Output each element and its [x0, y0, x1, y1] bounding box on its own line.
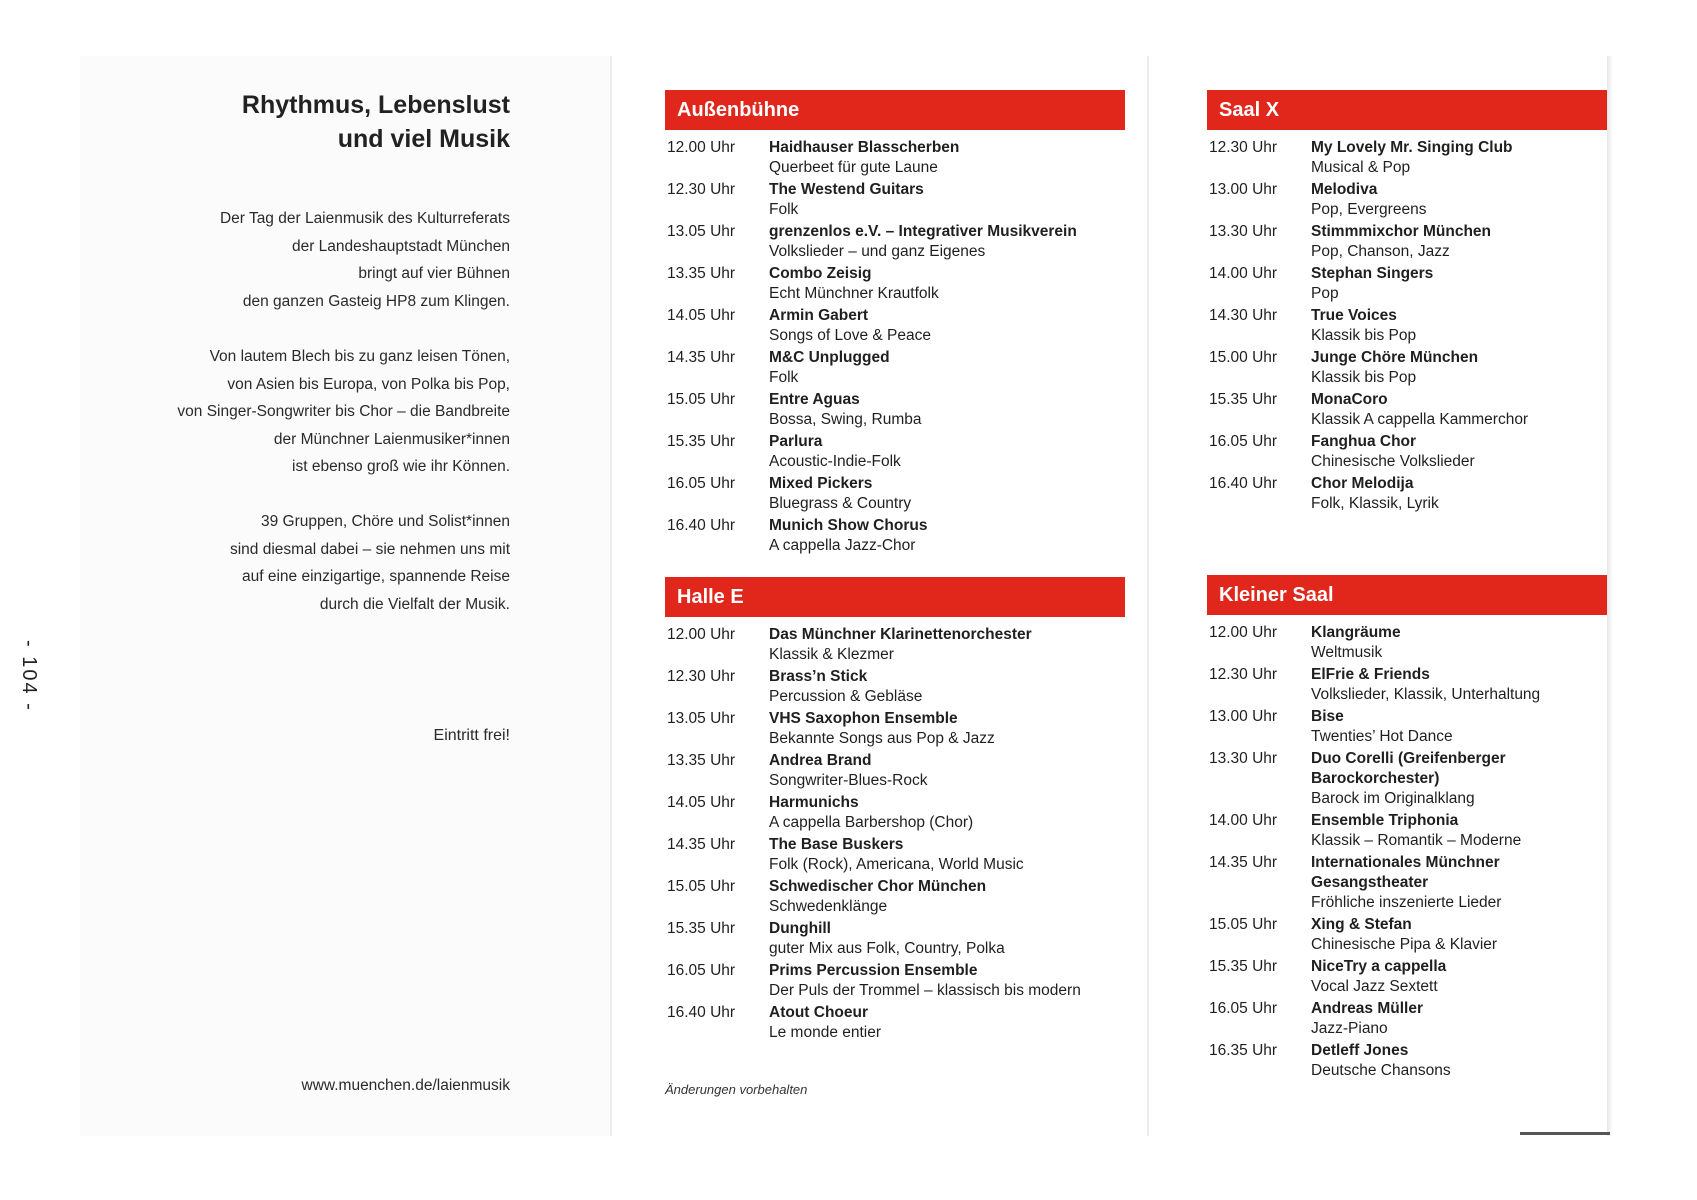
slot-details — [1311, 180, 1607, 220]
performer-genre: Twenties’ Hot Dance — [1311, 728, 1453, 745]
performer-name: True Voices — [1311, 307, 1397, 324]
slot-details — [769, 348, 1125, 388]
entry-free-note: Eintritt frei! — [433, 727, 510, 744]
performer-name: ElFrie & Friends — [1311, 666, 1430, 683]
performer-genre: Der Puls der Trommel – klassisch bis modern — [769, 982, 1081, 999]
slot-time: 12.30 Uhr — [1209, 666, 1278, 683]
schedule-row — [1207, 432, 1607, 472]
performer-genre: Le monde entier — [769, 1024, 882, 1041]
intro-line: Der Tag der Laienmusik des Kulturreferats — [219, 210, 510, 227]
schedule-row — [1207, 811, 1607, 851]
performer-genre: Folk (Rock), Americana, World Music — [769, 856, 1024, 873]
slot-time: 16.40 Uhr — [667, 1004, 736, 1021]
slot-details — [1311, 853, 1607, 913]
schedule-row — [1207, 749, 1607, 809]
scan-edge — [1607, 56, 1613, 1136]
stage-header: Halle E — [665, 577, 1125, 617]
schedule-row — [1207, 915, 1607, 955]
slot-time: 16.05 Uhr — [1209, 1000, 1278, 1017]
schedule-list — [665, 138, 1125, 556]
page-fold — [1147, 56, 1149, 1136]
slot-details — [1311, 138, 1607, 178]
performer-genre: Volkslieder – und ganz Eigenes — [769, 243, 986, 260]
slot-details — [769, 222, 1125, 262]
slot-time: 14.30 Uhr — [1209, 307, 1278, 324]
performer-name: Schwedischer Chor München — [769, 878, 987, 895]
slot-time: 15.35 Uhr — [667, 433, 736, 450]
stage-kleiner-saal — [1207, 575, 1607, 1083]
performer-genre: guter Mix aus Folk, Country, Polka — [769, 940, 1005, 957]
slot-details — [769, 793, 1125, 833]
performer-name: Brass’n Stick — [769, 668, 868, 685]
performer-genre: Songs of Love & Peace — [769, 327, 932, 344]
performer-genre: Barock im Originalklang — [1311, 790, 1475, 807]
slot-details — [1311, 915, 1607, 955]
schedule-row — [1207, 474, 1607, 514]
intro-line: ist ebenso groß wie ihr Können. — [292, 458, 510, 475]
performer-name: M&C Unplugged — [769, 349, 890, 366]
schedule-list — [665, 625, 1125, 1043]
schedule-row — [665, 432, 1125, 472]
schedule-row — [1207, 999, 1607, 1039]
page-number: - 104 - — [18, 640, 40, 712]
performer-name: Harmunichs — [769, 794, 859, 811]
performer-genre: Vocal Jazz Sextett — [1311, 978, 1438, 995]
performer-name: VHS Saxophon Ensemble — [769, 710, 958, 727]
schedule-row — [1207, 264, 1607, 304]
slot-time: 16.05 Uhr — [667, 475, 736, 492]
slot-details — [769, 306, 1125, 346]
slot-time: 15.35 Uhr — [667, 920, 736, 937]
slot-time: 13.35 Uhr — [667, 265, 736, 282]
performer-genre: Klassik bis Pop — [1311, 327, 1417, 344]
performer-name: Parlura — [769, 433, 823, 450]
performer-name: Dunghill — [769, 920, 831, 937]
schedule-row — [1207, 623, 1607, 663]
performer-name: Atout Choeur — [769, 1004, 869, 1021]
performer-genre: Klassik A cappella Kammerchor — [1311, 411, 1529, 428]
performer-name: The Westend Guitars — [769, 181, 924, 198]
stage-halle-e — [665, 577, 1125, 1045]
slot-time: 15.05 Uhr — [667, 391, 736, 408]
slot-details — [1311, 306, 1607, 346]
intro-line: der Münchner Laienmusiker*innen — [273, 430, 510, 448]
intro-title-line: Rhythmus, Lebenslust — [241, 91, 510, 119]
performer-genre: Bluegrass & Country — [769, 495, 912, 512]
slot-details — [769, 961, 1125, 1001]
performer-name: Entre Aguas — [769, 391, 860, 408]
schedule-row — [665, 390, 1125, 430]
performer-name: Mixed Pickers — [769, 475, 873, 492]
performer-genre: Klassik bis Pop — [1311, 369, 1417, 386]
performer-name: Xing & Stefan — [1311, 916, 1412, 933]
performer-genre: Querbeet für gute Laune — [769, 159, 938, 176]
slot-time: 13.05 Uhr — [667, 710, 736, 727]
slot-details — [1311, 811, 1607, 851]
performer-genre: Jazz-Piano — [1311, 1020, 1388, 1037]
slot-time: 13.35 Uhr — [667, 752, 736, 769]
performer-genre: Folk — [769, 201, 799, 218]
slot-time: 12.00 Uhr — [667, 626, 736, 643]
schedule-row — [1207, 707, 1607, 747]
schedule-row — [1207, 665, 1607, 705]
changes-note: Änderungen vorbehalten — [665, 1082, 808, 1097]
stage-saal-x — [1207, 90, 1607, 516]
schedule-row — [665, 877, 1125, 917]
performer-name: Das Münchner Klarinettenorchester — [769, 626, 1032, 643]
schedule-row — [1207, 853, 1607, 913]
slot-details — [769, 751, 1125, 791]
performer-genre: Chinesische Volkslieder — [1311, 453, 1475, 470]
slot-time: 14.35 Uhr — [1209, 854, 1278, 871]
schedule-row — [665, 264, 1125, 304]
slot-details — [1311, 390, 1607, 430]
schedule-row — [1207, 180, 1607, 220]
schedule-row — [1207, 1041, 1607, 1081]
slot-time: 13.05 Uhr — [667, 223, 736, 240]
slot-time: 15.05 Uhr — [667, 878, 736, 895]
slot-time: 14.00 Uhr — [1209, 265, 1278, 282]
slot-time: 12.30 Uhr — [667, 668, 736, 685]
schedule-row — [665, 709, 1125, 749]
schedule-row — [665, 180, 1125, 220]
slot-details — [769, 390, 1125, 430]
schedule-row — [665, 667, 1125, 707]
schedule-row — [1207, 138, 1607, 178]
performer-name: Junge Chöre München — [1311, 349, 1479, 366]
intro-title-line: und viel Musik — [337, 125, 510, 153]
intro-line: sind diesmal dabei – sie nehmen uns mit — [229, 540, 510, 558]
slot-details — [769, 1003, 1125, 1043]
schedule-row — [665, 1003, 1125, 1043]
slot-time: 15.35 Uhr — [1209, 958, 1278, 975]
slot-time: 12.30 Uhr — [667, 181, 736, 198]
intro-paragraph — [90, 205, 510, 315]
schedule-row — [1207, 957, 1607, 997]
slot-time: 12.30 Uhr — [1209, 139, 1278, 156]
performer-name: MonaCoro — [1311, 391, 1388, 408]
performer-name: Andreas Müller — [1311, 1000, 1423, 1017]
schedule-row — [665, 474, 1125, 514]
slot-time: 13.30 Uhr — [1209, 223, 1278, 240]
slot-details — [769, 474, 1125, 514]
slot-details — [769, 264, 1125, 304]
slot-details — [1311, 348, 1607, 388]
intro-title — [190, 88, 510, 156]
slot-time: 15.05 Uhr — [1209, 916, 1278, 933]
performer-name: Haidhauser Blasscherben — [769, 139, 960, 156]
performer-genre: Folk — [769, 369, 799, 386]
performer-genre: Fröhliche inszenierte Lieder — [1311, 894, 1502, 911]
slot-time: 12.00 Uhr — [1209, 624, 1278, 641]
schedule-row — [665, 222, 1125, 262]
schedule-list — [1207, 138, 1607, 514]
performer-genre: Deutsche Chansons — [1311, 1062, 1451, 1079]
performer-name: Prims Percussion Ensemble — [769, 962, 978, 979]
slot-time: 14.05 Uhr — [667, 307, 736, 324]
performer-genre: Weltmusik — [1311, 644, 1383, 661]
schedule-row — [1207, 222, 1607, 262]
performer-name: Combo Zeisig — [769, 265, 872, 282]
slot-time: 16.40 Uhr — [1209, 475, 1278, 492]
slot-time: 13.00 Uhr — [1209, 181, 1278, 198]
slot-details — [1311, 264, 1607, 304]
performer-name: Bise — [1311, 708, 1344, 725]
slot-time: 15.00 Uhr — [1209, 349, 1278, 366]
slot-details — [769, 919, 1125, 959]
slot-time: 12.00 Uhr — [667, 139, 736, 156]
performer-name: NiceTry a cappella — [1311, 958, 1447, 975]
performer-name: Andrea Brand — [769, 752, 872, 769]
schedule-row — [1207, 306, 1607, 346]
schedule-row — [665, 919, 1125, 959]
slot-details — [1311, 749, 1607, 809]
schedule-row — [665, 751, 1125, 791]
slot-time: 16.05 Uhr — [1209, 433, 1278, 450]
slot-details — [1311, 665, 1607, 705]
performer-name: Fanghua Chor — [1311, 433, 1417, 450]
slot-time: 16.40 Uhr — [667, 517, 736, 534]
performer-name: Stimmmixchor München — [1311, 223, 1491, 240]
schedule-row — [665, 138, 1125, 178]
stage-aussenbuehne — [665, 90, 1125, 558]
performer-genre: Pop, Chanson, Jazz — [1311, 243, 1450, 260]
intro-paragraph — [90, 508, 510, 618]
stage-header: Kleiner Saal — [1207, 575, 1607, 615]
performer-name: Klangräume — [1311, 624, 1401, 641]
performer-genre: Acoustic-Indie-Folk — [769, 453, 901, 470]
performer-genre: Pop, Evergreens — [1311, 201, 1427, 218]
performer-name: Armin Gabert — [769, 307, 869, 324]
performer-genre: Klassik & Klezmer — [769, 646, 894, 663]
slot-details — [769, 138, 1125, 178]
slot-details — [769, 835, 1125, 875]
performer-genre: Schwedenklänge — [769, 898, 888, 915]
performer-genre: A cappella Jazz-Chor — [769, 537, 916, 554]
slot-time: 13.00 Uhr — [1209, 708, 1278, 725]
performer-name: Ensemble Triphonia — [1311, 812, 1459, 829]
performer-name: Chor Melodija — [1311, 475, 1414, 492]
slot-time: 14.00 Uhr — [1209, 812, 1278, 829]
slot-details — [1311, 707, 1607, 747]
schedule-row — [665, 793, 1125, 833]
slot-details — [769, 625, 1125, 665]
intro-line: bringt auf vier Bühnen — [358, 265, 510, 282]
intro-line: den ganzen Gasteig HP8 zum Klingen. — [242, 292, 510, 310]
performer-name: Stephan Singers — [1311, 265, 1434, 282]
slot-details — [769, 432, 1125, 472]
slot-details — [1311, 432, 1607, 472]
intro-line: Von lautem Blech bis zu ganz leisen Tönen, — [209, 348, 510, 365]
performer-genre: Klassik – Romantik – Moderne — [1311, 832, 1522, 849]
slot-time: 15.35 Uhr — [1209, 391, 1278, 408]
website-link[interactable]: www.muenchen.de/laienmusik — [301, 1077, 510, 1094]
slot-time: 16.05 Uhr — [667, 962, 736, 979]
performer-genre: Chinesische Pipa & Klavier — [1311, 936, 1498, 953]
performer-genre: Songwriter-Blues-Rock — [769, 772, 928, 789]
schedule-row — [665, 516, 1125, 556]
slot-time: 14.35 Uhr — [667, 836, 736, 853]
page-fold — [610, 56, 612, 1136]
slot-details — [769, 877, 1125, 917]
schedule-row — [665, 835, 1125, 875]
stage-header: Außenbühne — [665, 90, 1125, 130]
performer-name: Duo Corelli (Greifenberger Barockorchester) — [1311, 750, 1506, 787]
intro-line: von Singer-Songwriter bis Chor – die Bandbreite — [177, 403, 510, 420]
slot-details — [769, 667, 1125, 707]
slot-time: 16.35 Uhr — [1209, 1042, 1278, 1059]
intro-line: von Asien bis Europa, von Polka bis Pop, — [227, 375, 510, 393]
stage-header: Saal X — [1207, 90, 1607, 130]
slot-time: 13.30 Uhr — [1209, 750, 1278, 767]
intro-line: durch die Vielfalt der Musik. — [319, 595, 510, 613]
performer-name: Detleff Jones — [1311, 1042, 1409, 1059]
performer-name: grenzenlos e.V. – Integrativer Musikverein — [769, 223, 1077, 240]
intro-line: 39 Gruppen, Chöre und Solist*innen — [260, 513, 510, 530]
schedule-row — [665, 625, 1125, 665]
schedule-row — [1207, 390, 1607, 430]
slot-details — [769, 180, 1125, 220]
performer-name: My Lovely Mr. Singing Club — [1311, 139, 1513, 156]
intro-paragraph — [90, 343, 510, 481]
performer-genre: Pop — [1311, 285, 1339, 302]
performer-name: Munich Show Chorus — [769, 517, 928, 534]
slot-details — [1311, 222, 1607, 262]
slot-time: 14.35 Uhr — [667, 349, 736, 366]
intro-line: der Landeshauptstadt München — [291, 237, 510, 255]
performer-genre: A cappella Barbershop (Chor) — [769, 814, 974, 831]
schedule-row — [1207, 348, 1607, 388]
slot-details — [769, 709, 1125, 749]
performer-name: The Base Buskers — [769, 836, 904, 853]
schedule-row — [665, 306, 1125, 346]
performer-genre: Echt Münchner Krautfolk — [769, 285, 939, 302]
performer-genre: Percussion & Gebläse — [769, 688, 923, 705]
slot-details — [1311, 957, 1607, 997]
schedule-list — [1207, 623, 1607, 1081]
performer-name: Melodiva — [1311, 181, 1378, 198]
slot-time: 14.05 Uhr — [667, 794, 736, 811]
performer-genre: Bekannte Songs aus Pop & Jazz — [769, 730, 995, 747]
slot-details — [1311, 474, 1607, 514]
performer-genre: Bossa, Swing, Rumba — [769, 411, 922, 428]
slot-details — [1311, 999, 1607, 1039]
slot-details — [769, 516, 1125, 556]
performer-genre: Folk, Klassik, Lyrik — [1311, 495, 1439, 512]
slot-details — [1311, 623, 1607, 663]
schedule-row — [665, 961, 1125, 1001]
performer-genre: Volkslieder, Klassik, Unterhaltung — [1311, 686, 1541, 703]
slot-details — [1311, 1041, 1607, 1081]
schedule-row — [665, 348, 1125, 388]
intro-line: auf eine einzigartige, spannende Reise — [242, 568, 510, 585]
performer-name: Internationales Münchner Gesangstheater — [1311, 854, 1500, 891]
scan-edge-line — [1520, 1132, 1610, 1135]
performer-genre: Musical & Pop — [1311, 159, 1411, 176]
